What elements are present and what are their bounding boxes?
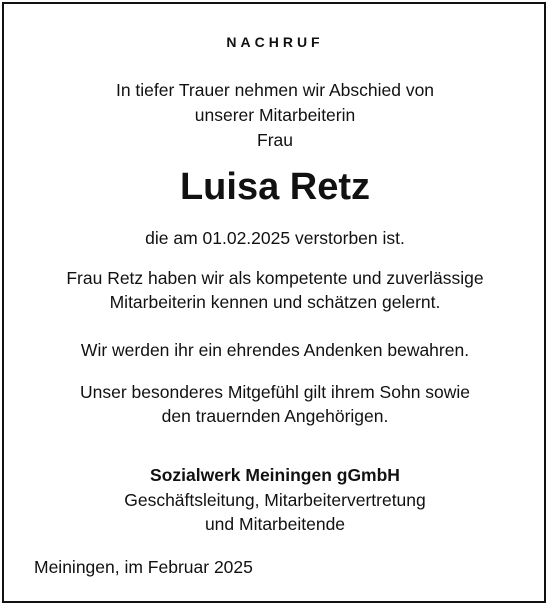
place-date: Meiningen, im Februar 2025 — [34, 557, 253, 577]
remembrance-line: Wir werden ihr ein ehrendes Andenken bewahren. — [80, 340, 470, 360]
condolence-line-2: den trauernden Angehörigen. — [161, 406, 389, 426]
signature-line-1: Geschäftsleitung, Mitarbeitervertretung — [124, 490, 426, 510]
signature-organization: Sozialwerk Meiningen gGmbH — [150, 465, 400, 485]
intro-line-3: Frau — [257, 130, 293, 150]
signature-line-2: und Mitarbeitende — [204, 514, 346, 534]
obituary-heading: NACHRUF — [226, 34, 324, 50]
condolence-line-1: Unser besonderes Mitgefühl gilt ihrem Sohn sowie — [79, 382, 471, 402]
intro-line-2: unserer Mitarbeiterin — [194, 105, 356, 125]
tribute-line-1: Frau Retz haben wir als kompetente und zuverlässige — [66, 268, 484, 288]
tribute-line-2: Mitarbeiterin kennen und schätzen gelernt. — [109, 292, 441, 312]
death-date-line: die am 01.02.2025 verstorben ist. — [145, 228, 405, 248]
intro-line-1: In tiefer Trauer nehmen wir Abschied von — [115, 80, 435, 100]
deceased-name: Luisa Retz — [179, 166, 371, 208]
